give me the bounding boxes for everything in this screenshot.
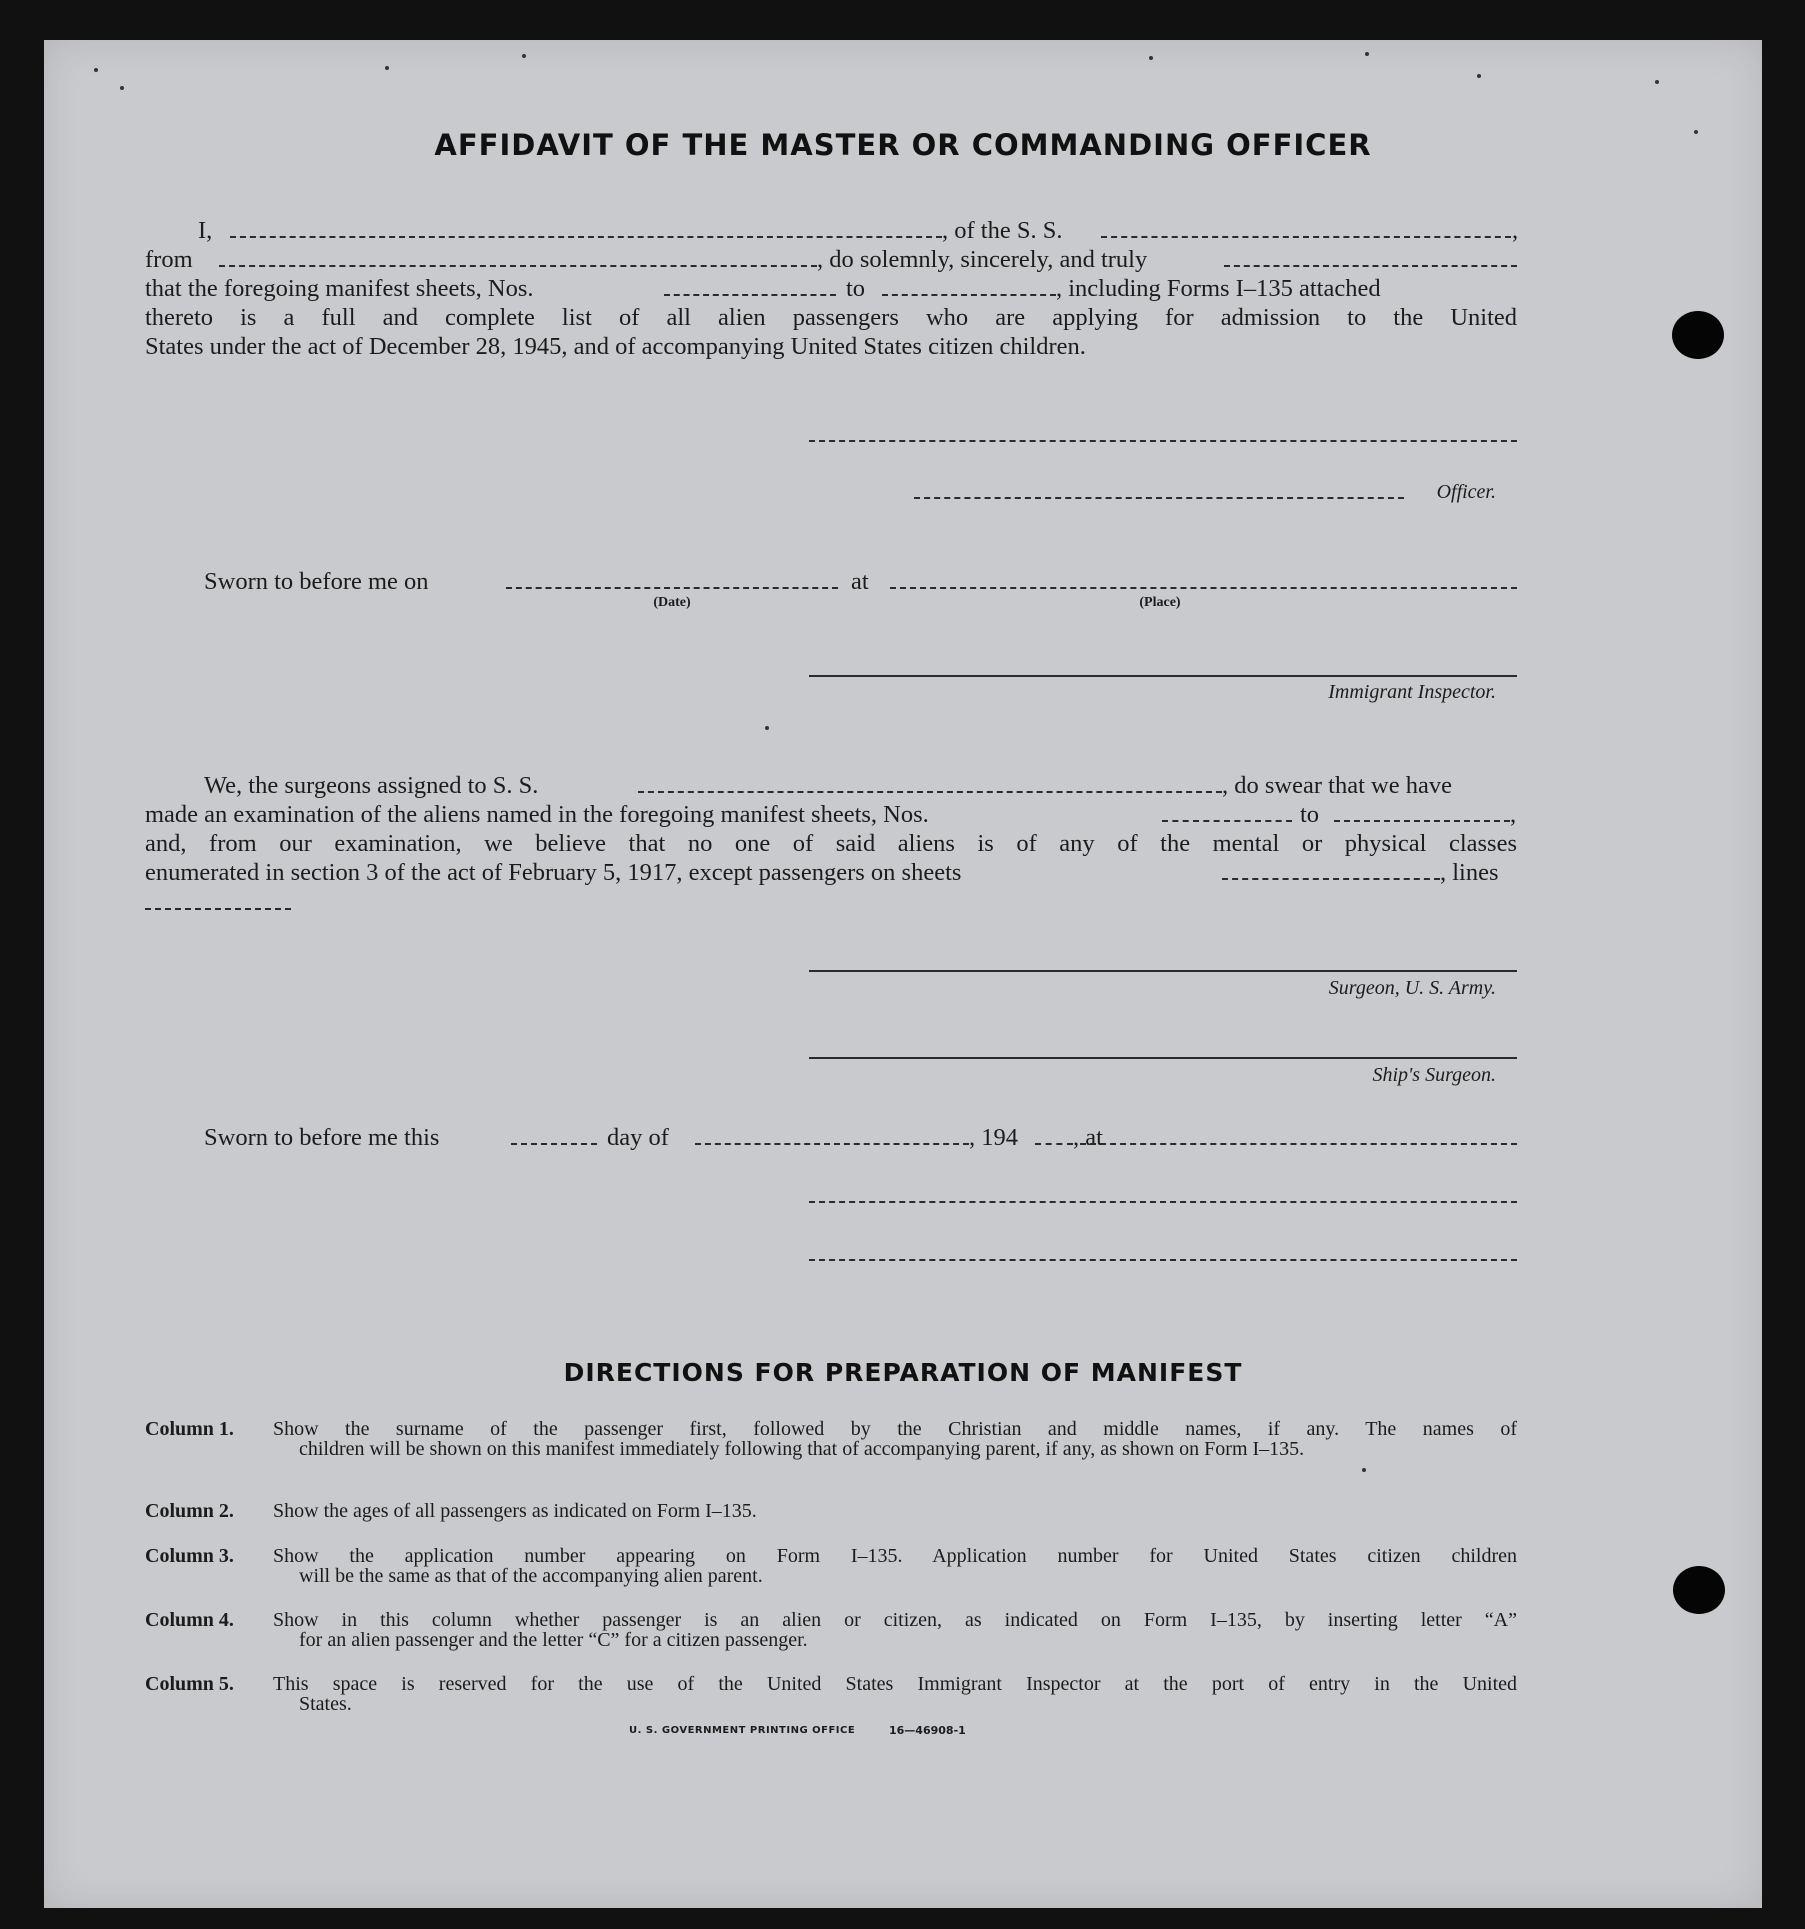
column-4-text	[273, 1610, 1517, 1650]
column-2-first-line: Show the ages of all passengers as indicated on Form I–135.	[273, 1500, 757, 1522]
text-exam-to: to	[1300, 801, 1320, 828]
from-port-field[interactable]	[219, 265, 817, 267]
column-5-first-line: This space is reserved for the use of the United States Immigrant Inspector at the port of entry in the United	[273, 1673, 1517, 1695]
text-line4: thereto is a full and complete list of all alien passengers who are applying for admission to the United	[145, 304, 1517, 331]
sworn-place-field-2[interactable]	[1080, 1143, 1517, 1145]
officer-signature-line[interactable]	[809, 440, 1517, 442]
text-made-exam: made an examination of the aliens named in the foregoing manifest sheets, Nos.	[145, 801, 929, 828]
text-sworn-at: , at	[1073, 1124, 1103, 1151]
master-name-field[interactable]	[230, 236, 942, 238]
printer-imprint: U. S. GOVERNMENT PRINTING OFFICE	[629, 1725, 856, 1736]
column-4-label: Column 4.	[145, 1609, 234, 1631]
column-3-label: Column 3.	[145, 1545, 234, 1567]
scan-speck	[1655, 80, 1659, 84]
officer-title-line[interactable]	[914, 497, 1404, 499]
column-5-text	[273, 1674, 1517, 1714]
officer-caption: Officer.	[1436, 481, 1496, 503]
column-5-label: Column 5.	[145, 1673, 234, 1695]
column-3-first-line: Show the application number appearing on Form I–135. Application number for United States citizen children	[273, 1545, 1517, 1567]
date-caption: (Date)	[653, 595, 691, 610]
form-sheet	[44, 40, 1762, 1908]
column-5-continuation: States.	[299, 1693, 352, 1715]
column-1-label: Column 1.	[145, 1418, 234, 1440]
punch-hole-bottom	[1673, 1566, 1725, 1614]
text-at: at	[851, 568, 869, 595]
text-enumerated: enumerated in section 3 of the act of February 5, 1917, except passengers on sheets	[145, 859, 962, 886]
sheet-to-field[interactable]	[882, 294, 1056, 296]
inspector-signature-line[interactable]	[809, 675, 1517, 677]
sworn-day-field[interactable]	[511, 1143, 597, 1145]
exam-sheet-from-field[interactable]	[1162, 820, 1292, 822]
text-to: to	[846, 275, 866, 302]
column-3-continuation: will be the same as that of the accompanying alien parent.	[299, 1565, 763, 1587]
punch-hole-top	[1672, 311, 1724, 359]
text-comma: ,	[1512, 217, 1519, 244]
exam-sheet-to-field[interactable]	[1334, 820, 1510, 822]
scan-speck	[522, 54, 526, 58]
text-of-ss: , of the S. S.	[942, 217, 1063, 244]
scan-speck	[1362, 1468, 1366, 1472]
column-2-label: Column 2.	[145, 1500, 234, 1522]
ship-name-field[interactable]	[1101, 236, 1511, 238]
scan-speck	[120, 86, 124, 90]
text-year: , 194	[969, 1124, 1018, 1151]
text-surgeons: We, the surgeons assigned to S. S.	[204, 772, 539, 799]
army-surgeon-caption: Surgeon, U. S. Army.	[1328, 977, 1496, 999]
sworn-year-field[interactable]	[1035, 1143, 1073, 1145]
oath-field[interactable]	[1224, 265, 1517, 267]
inspector-caption: Immigrant Inspector.	[1328, 681, 1496, 703]
affidavit-title: AFFIDAVIT OF THE MASTER OR COMMANDING OFFICER	[434, 128, 1372, 162]
sworn-place-field[interactable]	[890, 587, 1517, 589]
column-2-text	[273, 1501, 1517, 1521]
text-classes: and, from our examination, we believe that no one of said aliens is of any of the mental or physical classes	[145, 830, 1517, 857]
text-sworn-on: Sworn to before me on	[204, 568, 429, 595]
column-1-text	[273, 1419, 1517, 1459]
scan-speck	[1365, 52, 1369, 56]
scan-speck	[385, 66, 389, 70]
ship-surgeon-signature-line[interactable]	[809, 1057, 1517, 1059]
surgeon-ship-field[interactable]	[638, 791, 1222, 793]
text-solemnly: , do solemnly, sincerely, and truly	[817, 246, 1148, 273]
except-lines-field[interactable]	[145, 908, 291, 910]
army-surgeon-signature-line[interactable]	[809, 970, 1517, 972]
scan-speck	[94, 68, 98, 72]
column-1-first-line: Show the surname of the passenger first, followed by the Christian and middle names, if any. The names of	[273, 1418, 1517, 1440]
sworn-date-field[interactable]	[506, 587, 838, 589]
text-do-swear: , do swear that we have	[1222, 772, 1452, 799]
place-caption: (Place)	[1139, 595, 1181, 610]
scan-speck	[765, 726, 769, 730]
except-sheets-field[interactable]	[1222, 878, 1440, 880]
text-day-of: day of	[607, 1124, 669, 1151]
column-4-first-line: Show in this column whether passenger is an alien or citizen, as indicated on Form I–135, by inserting letter “A”	[273, 1609, 1517, 1631]
scan-speck	[1477, 74, 1481, 78]
sworn-signature-line[interactable]	[809, 1201, 1517, 1203]
form-number: 16—46908-1	[889, 1724, 966, 1737]
sworn-month-field[interactable]	[695, 1143, 969, 1145]
column-4-continuation: for an alien passenger and the letter “C” for a citizen passenger.	[299, 1629, 808, 1651]
sheet-from-field[interactable]	[664, 294, 836, 296]
ship-surgeon-caption: Ship's Surgeon.	[1372, 1064, 1496, 1086]
text-including: , including Forms I–135 attached	[1056, 275, 1381, 302]
column-3-text	[273, 1546, 1517, 1586]
text-from: from	[145, 246, 193, 273]
text-line5: States under the act of December 28, 1945, and of accompanying United States citizen children.	[145, 333, 1086, 360]
text-i: I,	[198, 217, 213, 244]
scan-speck	[1149, 56, 1153, 60]
text-lines: , lines	[1440, 859, 1499, 886]
text-exam-comma: ,	[1510, 801, 1517, 828]
text-manifest-nos: that the foregoing manifest sheets, Nos.	[145, 275, 534, 302]
scan-speck	[1694, 130, 1698, 134]
text-sworn-this: Sworn to before me this	[204, 1124, 440, 1151]
sworn-title-line[interactable]	[809, 1259, 1517, 1261]
directions-title: DIRECTIONS FOR PREPARATION OF MANIFEST	[563, 1358, 1243, 1387]
column-1-continuation: children will be shown on this manifest immediately following that of accompanying parent, if any, as shown on Form I–135.	[299, 1438, 1305, 1460]
